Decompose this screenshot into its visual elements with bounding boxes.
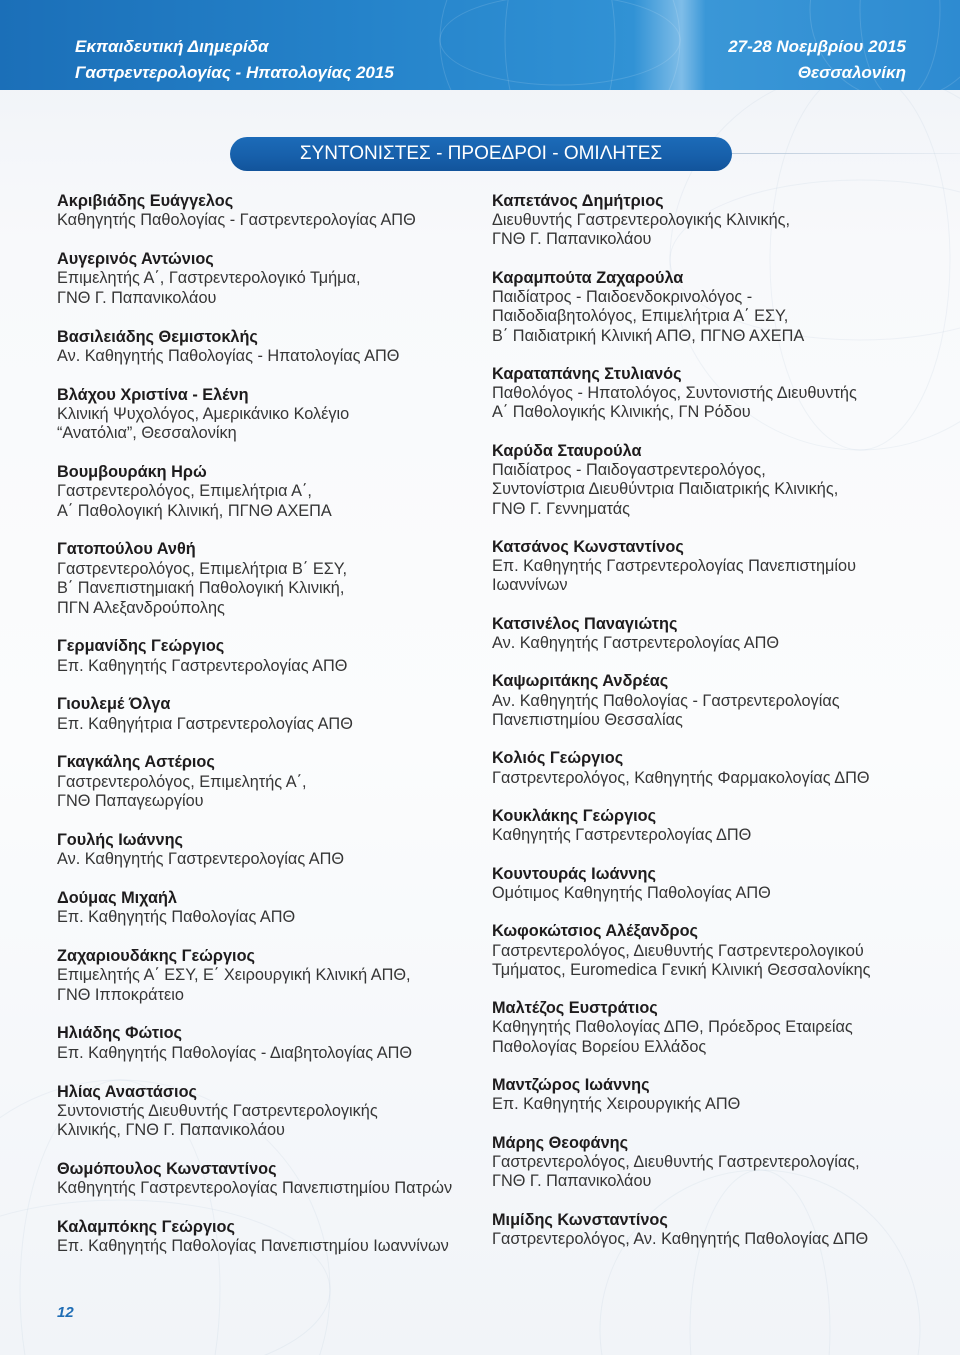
speaker-entry — [492, 1076, 912, 1114]
event-date-block — [728, 34, 906, 86]
speaker-affiliation: Γαστρεντερολόγος, Αν. Καθηγητής Παθολογίας ΔΠΘ — [492, 1229, 869, 1248]
speaker-entry — [57, 250, 477, 308]
speaker-name: Αυγερινός Αντώνιος — [57, 250, 214, 269]
speaker-entry — [57, 192, 477, 231]
speaker-affiliation: Ιωαννίνων — [492, 576, 568, 595]
speaker-affiliation: Επιμελητής Α΄, Γαστρεντερολογικό Τμήμα, — [57, 269, 361, 288]
speaker-entry — [57, 695, 477, 734]
speaker-affiliation: Αν. Καθηγητής Παθολογίας - Γαστρεντερολογίας — [492, 691, 840, 710]
speaker-name: Κολιός Γεώργιος — [492, 749, 624, 768]
speaker-name: Κουκλάκης Γεώργιος — [492, 807, 657, 825]
speaker-affiliation: Β΄ Πανεπιστημιακή Παθολογική Κλινική, — [57, 579, 345, 598]
speaker-name: Γκαγκάλης Αστέριος — [57, 753, 215, 772]
speaker-affiliation: Επ. Καθηγητής Γαστρεντερολογίας ΑΠΘ — [57, 656, 348, 675]
speaker-name: Καραταπάνης Στυλιανός — [492, 364, 682, 383]
speaker-entry — [57, 1160, 477, 1199]
speaker-affiliation: Α΄ Παθολογική Κλινική, ΠΓΝΘ ΑΧΕΠΑ — [57, 501, 332, 520]
speaker-affiliation: Γαστρεντερολόγος, Καθηγητής Φαρμακολογίας ΔΠΘ — [492, 768, 870, 787]
speaker-affiliation: Καθηγητής Γαστρεντερολογίας Πανεπιστημίου Πατρών — [57, 1179, 453, 1198]
speaker-entry — [492, 442, 912, 519]
speaker-affiliation: Ομότιμος Καθηγητής Παθολογίας ΑΠΘ — [492, 883, 771, 902]
speaker-affiliation: Αν. Καθηγητής Γαστρεντερολογίας ΑΠΘ — [57, 850, 345, 869]
speaker-affiliation: Παθολόγος - Ηπατολόγος, Συντονιστής Διευθυντής — [492, 384, 857, 403]
speaker-entry — [492, 365, 912, 423]
speaker-name: Κατσάνος Κωνσταντίνος — [492, 537, 684, 556]
speaker-name: Καλαμπόκης Γεώργιος — [57, 1218, 235, 1237]
speaker-affiliation: Επ. Καθηγητής Χειρουργικής ΑΠΘ — [492, 1095, 741, 1114]
page-number: 12 — [57, 1304, 74, 1321]
speaker-affiliation: Επ. Καθηγήτρια Γαστρεντερολογίας ΑΠΘ — [57, 714, 353, 733]
speaker-affiliation: Επιμελητής Α΄ ΕΣΥ, Ε΄ Χειρουργική Κλινική ΑΠΘ, — [57, 966, 411, 985]
event-subtitle: Γαστρεντερολογίας - Ηπατολογίας 2015 — [75, 63, 394, 82]
speaker-affiliation: Συντονιστής Διευθυντής Γαστρεντερολογικής — [57, 1101, 378, 1120]
speaker-entry — [492, 922, 912, 980]
speakers-left-column — [57, 192, 477, 1276]
speaker-name: Καψωριτάκης Ανδρέας — [492, 672, 669, 691]
speaker-affiliation: Καθηγητής Παθολογίας ΔΠΘ, Πρόεδρος Εταιρείας — [492, 1018, 853, 1037]
speaker-entry — [492, 192, 912, 250]
speaker-affiliation: Επ. Καθηγητής Παθολογίας ΑΠΘ — [57, 908, 296, 927]
speaker-affiliation: Αν. Καθηγητής Γαστρεντερολογίας ΑΠΘ — [492, 634, 780, 653]
speaker-entry — [57, 1024, 477, 1063]
speaker-entry — [57, 1218, 477, 1257]
speaker-affiliation: Παιδοδιαβητολόγος, Επιμελήτρια Α΄ ΕΣΥ, — [492, 307, 789, 326]
speaker-name: Βασιλειάδης Θεμιστοκλής — [57, 327, 258, 346]
speaker-name: Βουμβουράκη Ηρώ — [57, 463, 207, 482]
speaker-name: Καραμπούτα Ζαχαρούλα — [492, 268, 684, 287]
speaker-entry — [57, 328, 477, 367]
speaker-entry — [57, 831, 477, 870]
speaker-entry — [57, 540, 477, 617]
speaker-entry — [492, 749, 912, 787]
speaker-affiliation: ΓΝΘ Παπαγεωργίου — [57, 792, 204, 811]
speaker-name: Γουλής Ιωάννης — [57, 830, 184, 849]
speaker-entry — [492, 807, 912, 845]
speaker-affiliation: ΓΝΘ Γ. Παπανικολάου — [57, 288, 217, 307]
speaker-affiliation: Παιδίατρος - Παιδοενδοκρινολόγος - — [492, 288, 753, 307]
speaker-entry — [57, 1083, 477, 1141]
speaker-entry — [57, 753, 477, 811]
speaker-affiliation: ΓΝΘ Γ. Παπανικολάου — [492, 230, 652, 249]
speaker-affiliation: Επ. Καθηγητής Παθολογίας Πανεπιστημίου Ιωαννίνων — [57, 1237, 449, 1256]
speaker-name: Κατσινέλος Παναγιώτης — [492, 614, 678, 633]
speaker-affiliation: Παιδίατρος - Παιδογαστρεντερολόγος, — [492, 461, 766, 480]
event-title-block — [75, 34, 394, 86]
speaker-affiliation: ΓΝΘ Γ. Παπανικολάου — [492, 1172, 652, 1191]
speaker-name: Κωφοκώτσιος Αλέξανδρος — [492, 922, 699, 941]
speaker-affiliation: Α΄ Παθολογικής Κλινικής, ΓΝ Ρόδου — [492, 403, 751, 422]
speaker-entry — [492, 672, 912, 730]
speaker-name: Ηλίας Αναστάσιος — [57, 1082, 197, 1101]
banner-divider — [732, 153, 960, 154]
speaker-affiliation: “Ανατόλια”, Θεσσαλονίκη — [57, 424, 237, 443]
header-band — [0, 0, 960, 90]
speaker-name: Μαντζώρος Ιωάννης — [492, 1076, 650, 1095]
speaker-name: Ζαχαριουδάκης Γεώργιος — [57, 947, 255, 966]
speaker-affiliation: Παθολογίας Βορείου Ελλάδος — [492, 1037, 707, 1056]
speaker-entry — [492, 615, 912, 653]
speaker-name: Θωμόπουλος Κωνσταντίνος — [57, 1159, 277, 1178]
speaker-entry — [492, 1211, 912, 1249]
speaker-entry — [57, 386, 477, 444]
speaker-name: Γιουλεμέ Όλγα — [57, 695, 171, 714]
speaker-affiliation: Κλινικής, ΓΝΘ Γ. Παπανικολάου — [57, 1121, 285, 1140]
event-city: Θεσσαλονίκη — [797, 63, 906, 82]
speaker-name: Μαλτέζος Ευστράτιος — [492, 999, 658, 1018]
speaker-affiliation: Διευθυντής Γαστρεντερολογικής Κλινικής, — [492, 211, 791, 230]
speaker-name: Καπετάνος Δημήτριος — [492, 192, 664, 210]
speaker-affiliation: ΠΓΝ Αλεξανδρούπολης — [57, 598, 225, 617]
speaker-affiliation: Καθηγητής Παθολογίας - Γαστρεντερολογίας ΑΠΘ — [57, 211, 416, 230]
speaker-affiliation: Γαστρεντερολόγος, Διευθυντής Γαστρεντερολογικού — [492, 941, 864, 960]
speaker-affiliation: Γαστρεντερολόγος, Επιμελήτρια Α΄, — [57, 482, 312, 501]
speaker-affiliation: Γαστρεντερολόγος, Επιμελήτρια Β΄ ΕΣΥ, — [57, 559, 348, 578]
speaker-name: Καρύδα Σταυρούλα — [492, 441, 642, 460]
speaker-affiliation: Επ. Καθηγητής Παθολογίας - Διαβητολογίας ΑΠΘ — [57, 1043, 413, 1062]
speakers-right-column — [492, 192, 912, 1268]
event-dates: 27-28 Νοεμβρίου 2015 — [728, 37, 906, 56]
speaker-affiliation: Πανεπιστημίου Θεσσαλίας — [492, 710, 683, 729]
speaker-affiliation: Β΄ Παιδιατρική Κλινική ΑΠΘ, ΠΓΝΘ ΑΧΕΠΑ — [492, 326, 805, 345]
speaker-affiliation: Αν. Καθηγητής Παθολογίας - Ηπατολογίας ΑΠΘ — [57, 346, 400, 365]
speaker-affiliation: Τμήματος, Euromedica Γενική Κλινική Θεσσαλονίκης — [492, 960, 871, 979]
speaker-name: Ηλιάδης Φώτιος — [57, 1024, 183, 1043]
speaker-entry — [57, 463, 477, 521]
speaker-affiliation: Γαστρεντερολόγος, Διευθυντής Γαστρεντερολογίας, — [492, 1152, 860, 1171]
speaker-entry — [492, 269, 912, 346]
speaker-entry — [492, 999, 912, 1057]
speaker-affiliation: Συντονίστρια Διευθύντρια Παιδιατρικής Κλινικής, — [492, 480, 839, 499]
speaker-name: Μάρης Θεοφάνης — [492, 1133, 629, 1152]
speaker-name: Γερμανίδης Γεώργιος — [57, 637, 225, 656]
speaker-name: Ακριβιάδης Ευάγγελος — [57, 192, 234, 210]
speaker-name: Κουντουράς Ιωάννης — [492, 864, 656, 883]
speaker-name: Μιμίδης Κωνσταντίνος — [492, 1210, 668, 1229]
section-title: ΣΥΝΤΟΝΙΣΤΕΣ - ΠΡΟΕΔΡΟΙ - ΟΜΙΛΗΤΕΣ — [230, 137, 732, 171]
speaker-affiliation: ΓΝΘ Γ. Γεννηματάς — [492, 499, 630, 518]
speaker-affiliation: ΓΝΘ Ιπποκράτειο — [57, 985, 184, 1004]
speaker-name: Βλάχου Χριστίνα - Ελένη — [57, 385, 249, 404]
event-title: Εκπαιδευτική Διημερίδα — [75, 37, 269, 56]
speaker-entry — [492, 865, 912, 903]
speaker-entry — [57, 889, 477, 928]
speaker-affiliation: Κλινική Ψυχολόγος, Αμερικάνικο Κολέγιο — [57, 404, 350, 423]
speaker-name: Γατοπούλου Ανθή — [57, 540, 196, 559]
speaker-entry — [492, 538, 912, 596]
speaker-entry — [57, 947, 477, 1005]
speaker-affiliation: Καθηγητής Γαστρεντερολογίας ΔΠΘ — [492, 826, 752, 845]
speaker-entry — [492, 1134, 912, 1192]
speaker-affiliation: Επ. Καθηγητής Γαστρεντερολογίας Πανεπιστημίου — [492, 557, 856, 576]
speaker-affiliation: Γαστρεντερολόγος, Επιμελητής Α΄, — [57, 772, 307, 791]
speaker-name: Δούμας Μιχαήλ — [57, 888, 177, 907]
speaker-entry — [57, 637, 477, 676]
